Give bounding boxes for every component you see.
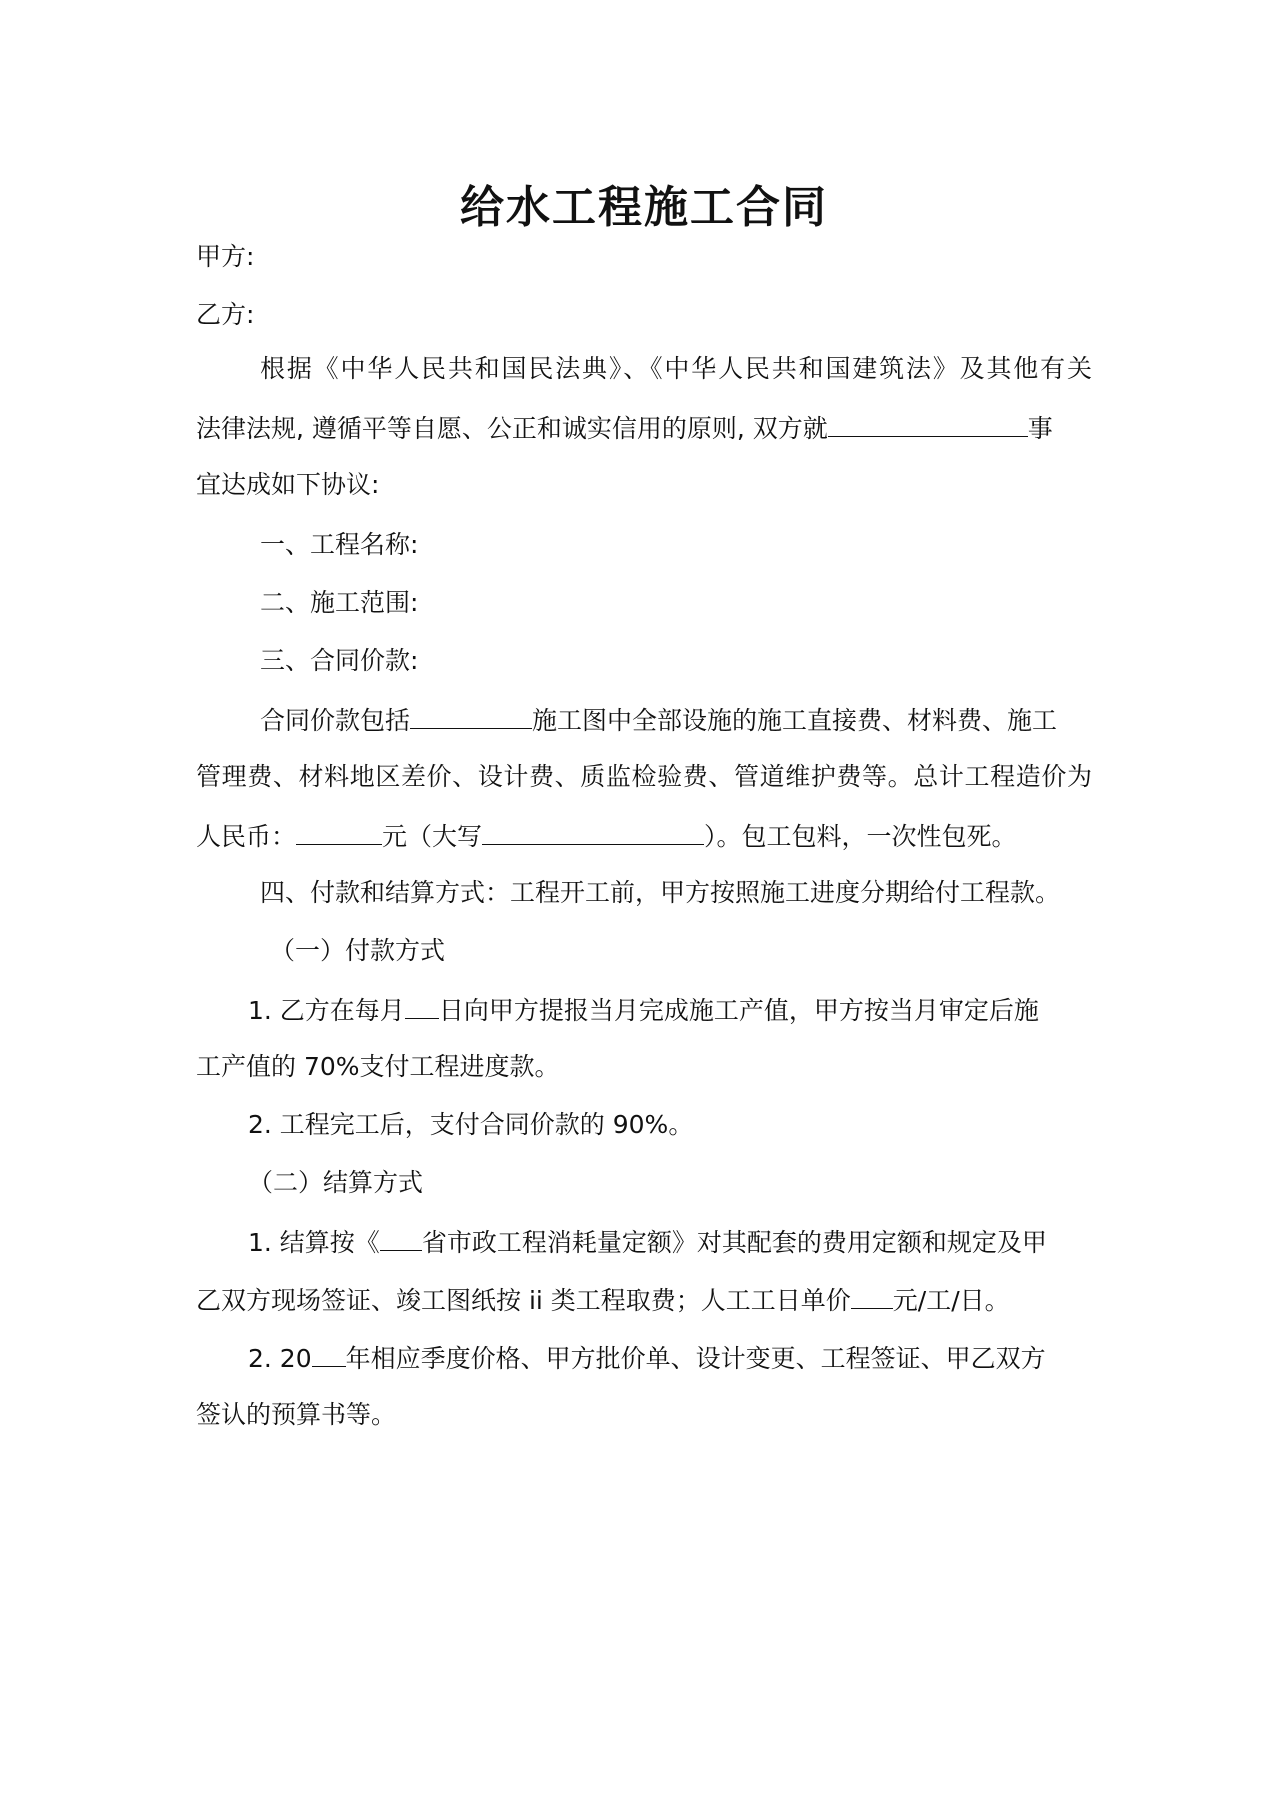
payment-item-1-line-1	[196, 992, 1092, 1028]
payment-item-1-line-2: 工产值的 70%支付工程进度款。	[196, 1052, 560, 1081]
section-payment-settlement: 四、付款和结算方式：工程开工前，甲方按照施工进度分期给付工程款。	[260, 878, 1061, 907]
preamble-text: 法律法规, 遵循平等自愿、公正和诚实信用的原则, 双方就	[196, 414, 828, 443]
price-amount-blank[interactable]	[296, 818, 382, 845]
unit-price-blank[interactable]	[851, 1282, 893, 1309]
price-capital-label: 元（大写	[382, 822, 483, 851]
preamble-line-3: 宜达成如下协议:	[196, 470, 380, 499]
payment-item-1-text-end: 日向甲方提报当月完成施工产值，甲方按当月审定后施	[438, 996, 1039, 1025]
payment-item-2: 2. 工程完工后，支付合同价款的 90%。	[248, 1110, 694, 1139]
payment-day-blank[interactable]	[405, 992, 439, 1019]
party-a-label: 甲方:	[196, 242, 255, 271]
year-blank[interactable]	[312, 1340, 346, 1367]
settlement-item-1-line-2-end: 元/工/日。	[892, 1286, 1010, 1315]
preamble-line-2	[196, 410, 1092, 446]
price-rmb-label: 人民币：	[196, 822, 297, 851]
preamble-line-1: 根据《中华人民共和国民法典》、《中华人民共和国建筑法》及其他有关	[260, 354, 1092, 383]
party-b-label: 乙方:	[196, 300, 255, 329]
price-capital-blank[interactable]	[482, 818, 704, 845]
settlement-item-1-line-2	[196, 1282, 1092, 1318]
settlement-item-1-line-2-text: 乙双方现场签证、竣工图纸按 ii 类工程取费；人工工日单价	[196, 1286, 851, 1315]
section-scope: 二、施工范围:	[260, 588, 419, 617]
price-line-2: 管理费、材料地区差价、设计费、质监检验费、管道维护费等。总计工程造价为	[196, 762, 1092, 791]
price-line-3	[196, 818, 1092, 854]
preamble-text-end: 事	[1027, 414, 1053, 443]
settlement-item-1-text-end: 省市政工程消耗量定额》对其配套的费用定额和规定及甲	[421, 1228, 1047, 1257]
document-title: 给水工程施工合同	[460, 182, 828, 233]
price-line-1	[196, 702, 1092, 738]
price-scope-blank[interactable]	[410, 702, 532, 729]
settlement-item-2-line-2: 签认的预算书等。	[196, 1400, 397, 1429]
price-lump-sum-text: ）。包工包料，一次性包死。	[704, 822, 1017, 851]
section-project-name: 一、工程名称:	[260, 530, 419, 559]
payment-item-1-text: 1. 乙方在每月	[248, 996, 405, 1025]
province-blank[interactable]	[380, 1224, 422, 1251]
section-contract-price: 三、合同价款:	[260, 646, 419, 675]
price-text: 合同价款包括	[260, 706, 411, 735]
price-text-end: 施工图中全部设施的施工直接费、材料费、施工	[532, 706, 1058, 735]
settlement-item-2-text: 2. 20	[248, 1344, 312, 1373]
settlement-item-2-text-end: 年相应季度价格、甲方批价单、设计变更、工程签证、甲乙双方	[345, 1344, 1046, 1373]
settlement-item-2-line-1	[196, 1340, 1092, 1376]
settlement-heading: （二）结算方式	[248, 1168, 424, 1197]
payment-heading: （一）付款方式	[270, 936, 446, 965]
settlement-item-1-line-1	[196, 1224, 1092, 1260]
settlement-item-1-text: 1. 结算按《	[248, 1228, 380, 1257]
project-matter-blank[interactable]	[828, 410, 1028, 437]
